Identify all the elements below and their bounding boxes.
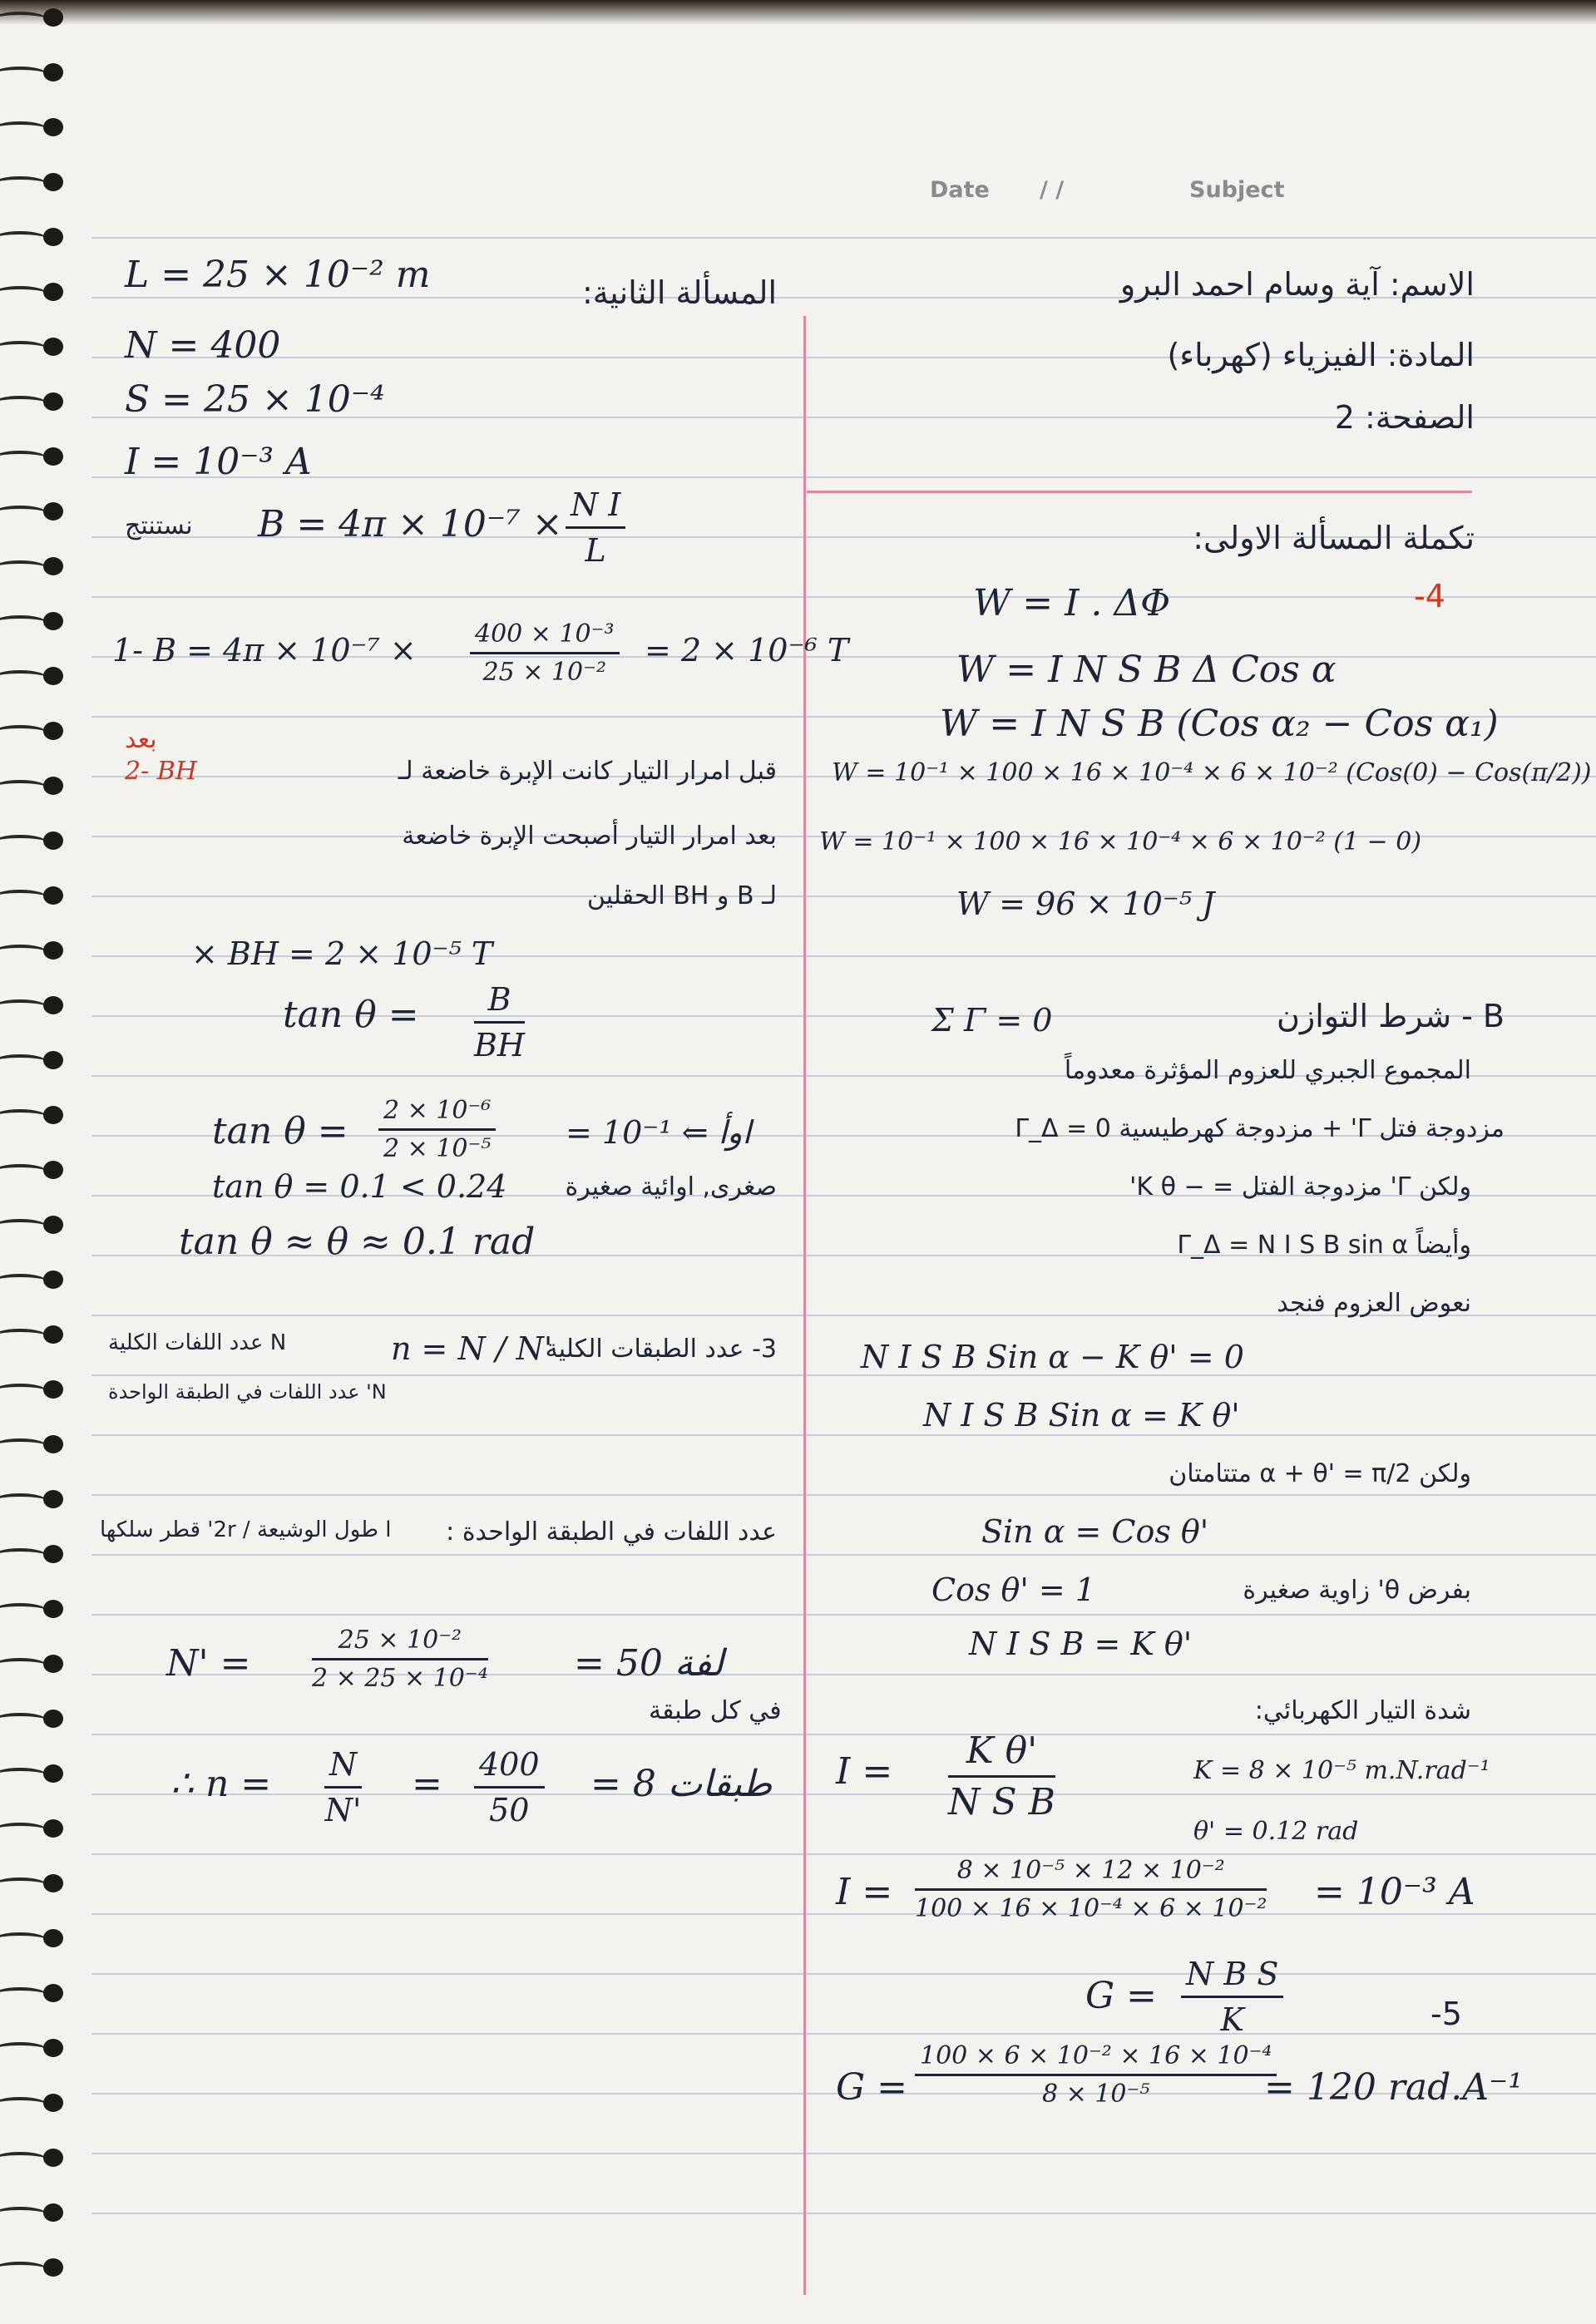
part-b-text-2: مزدوجة فتل Γ' + مزدوجة كهرطيسية Γ_Δ = 0 bbox=[1015, 1114, 1505, 1143]
turns-per-layer-numerator: 25 × 10⁻² bbox=[312, 1626, 488, 1660]
q3-label: 3- عدد الطبقات الكلية bbox=[545, 1335, 777, 1364]
binding-ring bbox=[0, 1214, 68, 1236]
q3-formula: l طول الوشيعة / 2r' قطر سلكها bbox=[100, 1517, 392, 1542]
binding-ring bbox=[0, 336, 68, 358]
binding-ring bbox=[0, 1873, 68, 1894]
ruled-line bbox=[91, 1734, 1596, 1735]
problem-two-title: المسألة الثانية: bbox=[581, 274, 777, 311]
part-b-text-4: وأيضاً Γ_Δ = N I S B sin α bbox=[1177, 1231, 1471, 1260]
current-result: = 10⁻³ A bbox=[1314, 1871, 1475, 1913]
turns-per-layer-denominator: 2 × 25 × 10⁻⁴ bbox=[312, 1664, 488, 1693]
binding-ring bbox=[0, 171, 68, 193]
binding-ring bbox=[0, 1379, 68, 1400]
part-b-text-1: المجموع الجبري للعزوم المؤثرة معدوماً bbox=[1064, 1056, 1471, 1085]
sensitivity-numerator: N B S bbox=[1181, 1956, 1283, 1998]
subject-line: المادة: الفيزياء (كهرباء) bbox=[1167, 337, 1475, 373]
header-underline bbox=[807, 491, 1472, 493]
formula-label: نستنتج bbox=[125, 511, 193, 540]
tan-eq-1-denominator: BH bbox=[474, 1027, 526, 1063]
ruled-line bbox=[91, 2033, 1596, 2035]
tan-eq-1-numerator: B bbox=[474, 981, 525, 1024]
part-b-eq-2: N I S B Sin α = K θ' bbox=[923, 1397, 1240, 1433]
ruled-line bbox=[91, 237, 1596, 239]
binding-ring bbox=[0, 226, 68, 248]
part-b-title: B - شرط التوازن bbox=[1276, 998, 1505, 1034]
part-b-eq-4: Cos θ' = 1 bbox=[931, 1572, 1096, 1608]
q5-label: -5 bbox=[1430, 1996, 1462, 2032]
binding-ring bbox=[0, 775, 68, 797]
layers-lhs: ∴ n = bbox=[170, 1763, 272, 1805]
q1-fraction bbox=[470, 619, 620, 687]
binding-ring bbox=[0, 1488, 68, 1510]
binding-ring bbox=[0, 1653, 68, 1675]
binding-ring bbox=[0, 1433, 68, 1455]
q1-denominator: 25 × 10⁻² bbox=[482, 658, 606, 687]
binding-ring bbox=[0, 1982, 68, 2004]
horizontal-field-value: × BH = 2 × 10⁻⁵ T bbox=[191, 935, 493, 972]
field-formula-denominator: L bbox=[585, 532, 606, 569]
q2-text-2: بعد امرار التيار أصبحت الإبرة خاضعة bbox=[402, 822, 777, 851]
part-b-text-6: ولكن α + θ' = π/2 متتامتان bbox=[1169, 1459, 1471, 1488]
date-separator: / / bbox=[1040, 177, 1065, 203]
tan-eq-3-note: صغرى, اوائية صغيرة bbox=[565, 1172, 777, 1201]
theta-value: θ' = 0.12 rad bbox=[1193, 1817, 1359, 1846]
part-b-text-3: ولكن Γ' مزدوجة الفتل = − K θ' bbox=[1129, 1172, 1471, 1201]
given-length: L = 25 × 10⁻² m bbox=[125, 254, 431, 296]
binding-ring bbox=[0, 2147, 68, 2169]
field-formula-numerator: N I bbox=[566, 486, 625, 529]
work-eq-4: W = 10⁻¹ × 100 × 16 × 10⁻⁴ × 6 × 10⁻² (Cos(0) − Cos(π/2)) bbox=[832, 758, 1592, 787]
current-fraction bbox=[948, 1729, 1055, 1823]
binding-ring bbox=[0, 994, 68, 1016]
turns-per-layer-result: = 50 لفة bbox=[574, 1642, 724, 1685]
q1-numerator: 400 × 10⁻³ bbox=[470, 619, 620, 654]
layers-result: = 8 طبقات bbox=[590, 1763, 773, 1805]
binding-ring bbox=[0, 940, 68, 961]
tan-eq-3: tan θ = 0.1 < 0.24 bbox=[212, 1168, 507, 1205]
part-b-text-8: شدة التيار الكهربائي: bbox=[1254, 1696, 1471, 1725]
binding-ring bbox=[0, 2037, 68, 2059]
q3-equation: n = N / N' bbox=[391, 1330, 553, 1367]
sensitivity-calc-fraction bbox=[915, 2041, 1277, 2109]
ruled-line bbox=[91, 1554, 1596, 1556]
k-constant: K = 8 × 10⁻⁵ m.N.rad⁻¹ bbox=[1193, 1756, 1490, 1785]
q3-note-1: N عدد اللفات الكلية bbox=[108, 1330, 287, 1355]
field-formula-fraction bbox=[566, 486, 625, 569]
q2-text-1: قبل امرار التيار كانت الإبرة خاضعة لـ bbox=[398, 757, 777, 786]
q4-label: -4 bbox=[1414, 578, 1445, 614]
binding-ring bbox=[0, 1927, 68, 1949]
tan-eq-2-lhs: tan θ = bbox=[212, 1110, 348, 1152]
part-b-eq-3: Sin α = Cos θ' bbox=[981, 1513, 1209, 1550]
sensitivity-calc-denominator: 8 × 10⁻⁵ bbox=[1042, 2080, 1150, 2109]
binding-ring bbox=[0, 281, 68, 303]
q2-label: 2- BH bbox=[125, 757, 197, 786]
work-eq-1: W = I . ΔΦ bbox=[973, 582, 1171, 624]
field-formula: B = 4π × 10⁻⁷ × bbox=[258, 503, 563, 545]
layers-numerator-1: N bbox=[324, 1746, 362, 1789]
tan-eq-2-result: = 10⁻¹ ⇐ اوأ bbox=[566, 1114, 752, 1151]
binding-ring bbox=[0, 1269, 68, 1290]
part-b-text-5: نعوض العزوم فنجد bbox=[1277, 1289, 1471, 1318]
binding-ring bbox=[0, 830, 68, 851]
tan-eq-2-fraction bbox=[378, 1096, 496, 1163]
binding-ring bbox=[0, 2202, 68, 2223]
sensitivity-calc-lhs: G = bbox=[836, 2066, 908, 2109]
ruled-line bbox=[91, 2213, 1596, 2214]
binding-ring bbox=[0, 7, 68, 28]
q2-text-3: لـ B و BH الحقلين bbox=[586, 881, 777, 910]
current-calc-denominator: 100 × 16 × 10⁻⁴ × 6 × 10⁻² bbox=[915, 1894, 1267, 1923]
sensitivity-denominator: K bbox=[1220, 2001, 1244, 2038]
ruled-line bbox=[91, 1794, 1596, 1795]
given-turns: N = 400 bbox=[125, 324, 281, 367]
work-eq-5: W = 10⁻¹ × 100 × 16 × 10⁻⁴ × 6 × 10⁻² (1 − 0) bbox=[819, 827, 1422, 856]
binding-ring bbox=[0, 1159, 68, 1181]
work-eq-3: W = I N S B (Cos α₂ − Cos α₁) bbox=[940, 703, 1499, 745]
date-label: Date bbox=[930, 177, 990, 203]
page-top-shadow bbox=[0, 0, 1596, 25]
part-b-eq-5: N I S B = K θ' bbox=[969, 1626, 1193, 1662]
current-calc-fraction bbox=[915, 1856, 1267, 1923]
work-result: W = 96 × 10⁻⁵ J bbox=[956, 886, 1215, 922]
ruled-line bbox=[91, 2153, 1596, 2154]
ruled-line bbox=[91, 1434, 1596, 1436]
layers-denominator-2: 50 bbox=[489, 1792, 530, 1828]
tan-eq-1-fraction bbox=[474, 981, 525, 1063]
sensitivity-fraction bbox=[1181, 1956, 1283, 2038]
ruled-line bbox=[91, 1973, 1596, 1975]
tan-eq-4: tan θ ≈ θ ≈ 0.1 rad bbox=[179, 1221, 536, 1263]
layers-denominator-1: N' bbox=[324, 1792, 362, 1828]
student-name: الاسم: آية وسام احمد البرو bbox=[1119, 266, 1475, 303]
binding-ring bbox=[0, 1598, 68, 1620]
q3-text: عدد اللفات في الطبقة الواحدة : bbox=[446, 1517, 777, 1547]
ruled-line bbox=[91, 476, 1596, 478]
turns-per-layer-lhs: N' = bbox=[166, 1642, 251, 1685]
current-denominator: N S B bbox=[948, 1781, 1055, 1823]
q1-result: = 2 × 10⁻⁶ T bbox=[645, 632, 849, 669]
binding-ring bbox=[0, 720, 68, 742]
current-calc-lhs: I = bbox=[836, 1871, 893, 1913]
ruled-line bbox=[91, 1913, 1596, 1915]
binding-ring bbox=[0, 2092, 68, 2114]
binding-ring bbox=[0, 391, 68, 412]
given-current: I = 10⁻³ A bbox=[125, 441, 312, 483]
tan-eq-2-numerator: 2 × 10⁻⁶ bbox=[378, 1096, 496, 1131]
binding-ring bbox=[0, 446, 68, 467]
binding-ring bbox=[0, 555, 68, 577]
binding-ring bbox=[0, 665, 68, 687]
binding-ring bbox=[0, 1708, 68, 1729]
tan-eq-1-lhs: tan θ = bbox=[283, 994, 419, 1036]
sensitivity-calc-numerator: 100 × 6 × 10⁻² × 16 × 10⁻⁴ bbox=[915, 2041, 1277, 2076]
layers-fraction-1 bbox=[324, 1746, 362, 1828]
binding-ring bbox=[0, 1104, 68, 1126]
layers-numerator-2: 400 bbox=[474, 1746, 545, 1789]
spiral-binding bbox=[0, 0, 91, 2324]
binding-ring bbox=[0, 1324, 68, 1345]
q2-note: بعد bbox=[125, 725, 157, 754]
page-number-line: الصفحة: 2 bbox=[1334, 399, 1475, 436]
current-lhs: I = bbox=[836, 1750, 893, 1793]
q3-note-2: N' عدد اللفات في الطبقة الواحدة bbox=[108, 1380, 387, 1404]
binding-ring bbox=[0, 62, 68, 83]
turns-per-layer-fraction bbox=[312, 1626, 488, 1693]
binding-ring bbox=[0, 1818, 68, 1839]
binding-ring bbox=[0, 1543, 68, 1565]
tan-eq-2-denominator: 2 × 10⁻⁵ bbox=[383, 1134, 492, 1163]
continuation-title: تكملة المسألة الاولى: bbox=[1193, 520, 1475, 556]
binding-ring bbox=[0, 501, 68, 522]
subject-label: Subject bbox=[1189, 177, 1285, 203]
binding-ring bbox=[0, 116, 68, 138]
part-b-eq-1: N I S B Sin α − K θ' = 0 bbox=[861, 1339, 1244, 1375]
ruled-line bbox=[91, 1853, 1596, 1855]
binding-ring bbox=[0, 1049, 68, 1071]
binding-ring bbox=[0, 2257, 68, 2278]
current-numerator: K θ' bbox=[948, 1729, 1055, 1778]
sensitivity-result: = 120 rad.A⁻¹ bbox=[1264, 2066, 1523, 2109]
binding-ring bbox=[0, 1763, 68, 1784]
binding-ring bbox=[0, 610, 68, 632]
current-calc-numerator: 8 × 10⁻⁵ × 12 × 10⁻² bbox=[915, 1856, 1267, 1891]
part-b-text-7: بفرض θ' زاوية صغيرة bbox=[1243, 1576, 1471, 1605]
ruled-line bbox=[91, 1614, 1596, 1616]
work-eq-2: W = I N S B Δ Cos α bbox=[956, 649, 1337, 691]
given-area: S = 25 × 10⁻⁴ bbox=[125, 378, 385, 421]
binding-ring bbox=[0, 885, 68, 906]
column-divider bbox=[803, 316, 806, 2295]
ruled-line bbox=[91, 896, 1596, 897]
layers-fraction-2 bbox=[474, 1746, 545, 1828]
equilibrium-condition: Σ Γ = 0 bbox=[931, 1002, 1053, 1039]
turns-per-layer-note: في كل طبقة bbox=[649, 1696, 782, 1725]
ruled-line bbox=[91, 1374, 1596, 1376]
layers-equals: = bbox=[412, 1763, 442, 1805]
sensitivity-lhs: G = bbox=[1085, 1975, 1158, 2017]
ruled-line bbox=[91, 596, 1596, 598]
q1-lhs: 1- B = 4π × 10⁻⁷ × bbox=[112, 632, 417, 669]
ruled-line bbox=[91, 1494, 1596, 1496]
